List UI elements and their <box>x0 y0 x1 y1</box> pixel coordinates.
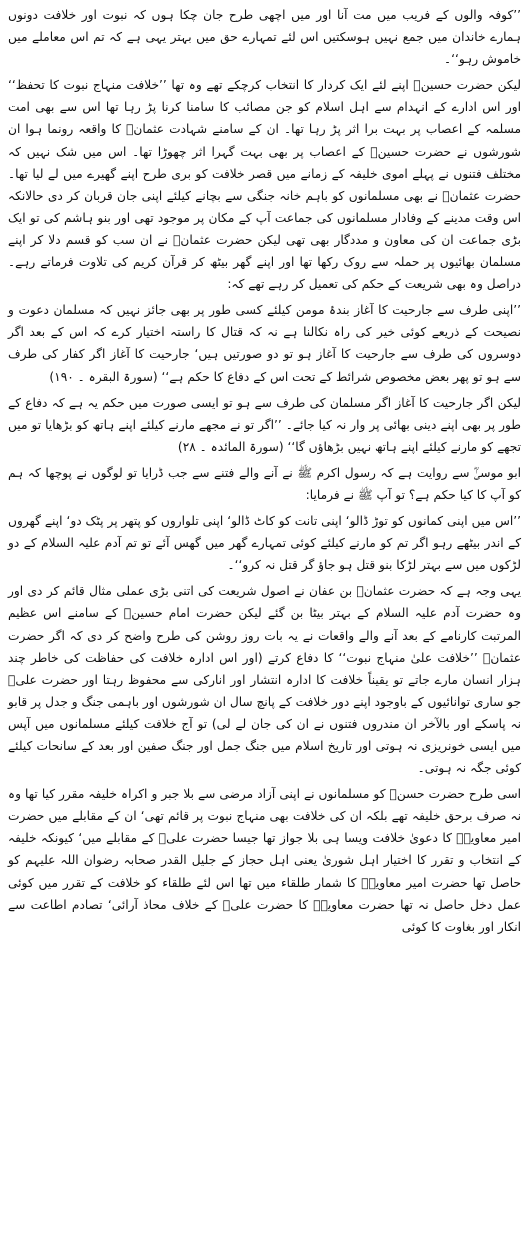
body-paragraph-uthman-example: یہی وجہ ہے کہ حضرت عثمانؓ بن عفان نے اصول شریعت کی اتنی بڑی عملی مثال قائم کر دی اور وہ حضرت آدم علیہ السلام کے بہتر بیٹا بن گئے لیکن حضرت امام حسینؓ کے سامنے اس عظیم المرتبت کارنامے کے بعد آنے والے واقعات نے یہ بات روز روشن کی طرح واضح کر دی کہ اگر حضرت عثمانؓ ’’خلافت علیٰ منہاج نبوت‘‘ کا دفاع کرتے (اور اس ادارہ خلافت کی حفاظت کی خاطر چند ہزار انسان مارے جاتے تو یقیناً خلافت کا ادارہ انتشار اور انارکی سے محفوظ رہتا اور حضرت علیؓ جو ساری توانائیوں کے باوجود اپنے دور خلافت کے پانچ سال ان شورشوں اور باہمی جنگ و جدل پر قابو نہ پاسکے اور بالآخر ان مندروں فتنوں نے ان کی جان لے لی) تو آج خلافت کیلئے مسلمانوں میں آپس میں ایسی خونریزی نہ ہوتی اور تاریخ اسلام میں جنگ جمل اور جنگ صفین اور بعد کے سانحات کیلئے کوئی جگہ نہ ہوتی۔ <box>8 584 521 776</box>
body-paragraph-maidah: لیکن اگر جارحیت کا آغاز اگر مسلمان کی طرف سے ہو تو ایسی صورت میں حکم یہ ہے کہ دفاع کے طور پر بھی اپنے دینی بھائی پر وار نہ کیا جائے۔ ’’اگر تو نے مجھے مارنے کیلئے اپنے ہاتھ کو بڑھایا تو میں تجھے کو مارنے کیلئے اپنے ہاتھ نہیں بڑھاؤں گا‘‘ (سورۃ المائدہ ۔ ۲۸) <box>8 395 521 454</box>
body-paragraph-hussain-role: لیکن حضرت حسینؓ اپنے لئے ایک کردار کا انتخاب کرچکے تھے وہ تھا ’’خلافت منہاج نبوت کا تحفظ‘‘ اور اس ادارے کے انہدام سے اہل اسلام کو جن مصائب کا سامنا کرنا پڑ رہا تھا اس سے بھی امت مسلمہ کے اعصاب پر بہت برا اثر پڑ رہا تھا۔ ان کے سامنے شہادت عثمانؓ کا واقعہ رونما ہوا ان شورشوں نے حضرت حسینؓ کے اعصاب پر بھی بہت گہرا اثر چھوڑا تھا۔ اس میں شک نہیں کہ مختلف فتنوں نے پہلے اموی خلیفہ کے زمانے میں قصر خلافت کو بری طرح اپنے گھیرے میں لے لیا تھا۔ حضرت عثمانؓ نے بھی مسلمانوں کو باہم خانہ جنگی سے بچانے کیلئے اپنی جان قربان کر دی حالانکہ اس وقت مدینے کے وفادار مسلمانوں کی جماعت آپ کے مکان پر موجود تھی اور بنو ہاشم کی تو ایک بڑی جماعت ان کی معاون و مددگار بھی تھی لیکن حضرت عثمانؓ نے ان سب کو قسم دلا کر اپنے مسلمان بھائیوں پر حملہ سے روک رکھا تھا اور اپنے گھر بیٹھ کر قرآن کریم کی تلاوت فرماتے رہے۔ دراصل وہ بھی شریعت کے حکم کی تعمیل کر رہے تھے کہ: <box>8 78 521 292</box>
quote-paragraph-kufa-warning: ’’کوفہ والوں کے فریب میں مت آنا اور میں اچھی طرح جان چکا ہوں کہ نبوت اور خلافت دونوں ہمارے خاندان میں جمع نہیں ہوسکتیں اس لئے تمہارے حق میں بہتر یہی ہے کہ تم اس معاملے میں خاموش رہو‘‘۔ <box>8 8 521 67</box>
quote-paragraph-baqarah: ’’اپنی طرف سے جارحیت کا آغاز بندۂ مومن کیلئے کسی طور پر بھی جائز نہیں کہ مسلمان دعوت و نصیحت کے ذریعے کوئی خیر کی راہ نکالنا ہے نہ کہ قتال کا راستہ اختیار کرے کہ اس کے بعد اگر دوسروں کی طرف سے جارحیت کا آغاز ہو تو دو صورتیں ہیں‘ جارحیت کا آغاز اگر کفار کی طرف سے ہو تو پھر بعض مخصوص شرائط کے تحت اس کے دفاع کا حکم ہے‘‘ (سورۃ البقرہ ۔ ۱۹۰) <box>8 303 521 384</box>
body-paragraph-abu-musa: ابو موسیٰؓ سے روایت ہے کہ رسول اکرم ﷺ نے آنے والے فتنے سے جب ڈرایا تو لوگوں نے پوچھا کہ ہم کو آپ کا کیا حکم ہے؟ تو آپ ﷺ نے فرمایا: <box>8 465 521 502</box>
quote-paragraph-hadith: ’’اس میں اپنی کمانوں کو توڑ ڈالو‘ اپنی تانت کو کاٹ ڈالو‘ اپنی تلواروں کو پتھر پر پٹک دو‘ اپنے گھروں کے اندر بیٹھے رہو اگر تم کو مارنے کیلئے کوئی تمہارے گھر میں گھس آئے تو تم آدم علیہ السلام کے دو لڑکوں میں سے بہتر لڑکا بنو قتل ہو جاؤ گر قتل نہ کرو‘‘۔ <box>8 514 521 573</box>
body-paragraph-hasan-khilafat: اسی طرح حضرت حسنؓ کو مسلمانوں نے اپنی آزاد مرضی سے بلا جبر و اکراہ خلیفہ مقرر کیا تھا وہ نہ صرف برحق خلیفہ تھے بلکہ ان کی خلافت بھی منہاج نبوت پر قائم تھی‘ ان کے مقابلے میں حضرت امیر معاویہؓ کا دعویٰ خلافت ویسا ہی بلا جواز تھا جیسا حضرت علیؓ کے مقابلے میں‘ کیونکہ خلیفہ کے انتخاب و تقرر کا اختیار اہل شوریٰ یعنی اہل حجاز کے جلیل القدر صحابہ رضوان اللہ علیہم کو حاصل تھا حضرت امیر معاویہؓ کا شمار طلقاء میں تھا اس لئے طلقاء کو خلافت کے تقرر میں کوئی عمل دخل حاصل نہ تھا حضرت معاویہؓ کا حضرت علیؓ کے خلاف محاذ آرائی‘ تصادم اطاعت سے انکار اور بغاوت کا کوئی <box>8 787 521 934</box>
